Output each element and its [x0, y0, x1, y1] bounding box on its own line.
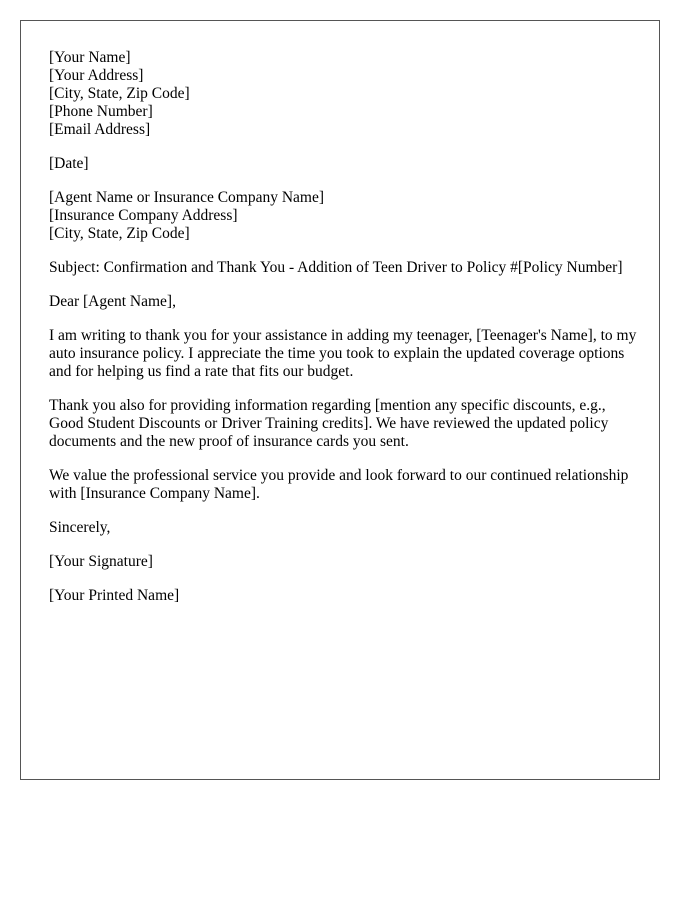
date-block: [49, 155, 639, 173]
letter-date: [Date]: [49, 155, 89, 172]
letter-content: [49, 49, 639, 621]
closing: Sincerely,: [49, 519, 111, 536]
printed-name: [Your Printed Name]: [49, 587, 180, 604]
sender-phone: [Phone Number]: [49, 103, 153, 120]
sender-block: [49, 49, 639, 139]
salutation: Dear [Agent Name],: [49, 293, 176, 310]
recipient-city-state-zip: [City, State, Zip Code]: [49, 225, 190, 242]
sender-city-state-zip: [City, State, Zip Code]: [49, 85, 190, 102]
body-paragraph-1: I am writing to thank you for your assistance in adding my teenager, [Teenager's Name], to my auto insurance policy. I appreciate the time you took to explain the updated coverage options and for helping us find a rate that fits our budget.: [49, 327, 637, 380]
body-paragraph-2: Thank you also for providing information regarding [mention any specific discounts, e.g., Good Student Discounts or Driver Training credits]. We have reviewed the updated policy documents and the new proof of insurance cards you sent.: [49, 397, 609, 450]
sender-address: [Your Address]: [49, 67, 144, 84]
signature: [Your Signature]: [49, 553, 153, 570]
recipient-name: [Agent Name or Insurance Company Name]: [49, 189, 325, 206]
sender-email: [Email Address]: [49, 121, 151, 138]
recipient-address: [Insurance Company Address]: [49, 207, 238, 224]
subject-line: Subject: Confirmation and Thank You - Addition of Teen Driver to Policy #[Policy Number]: [49, 259, 623, 276]
sender-name: [Your Name]: [49, 49, 131, 66]
recipient-block: [49, 189, 639, 243]
letter-page: [20, 20, 660, 780]
body-paragraph-3: We value the professional service you provide and look forward to our continued relationship with [Insurance Company Name].: [49, 467, 629, 502]
